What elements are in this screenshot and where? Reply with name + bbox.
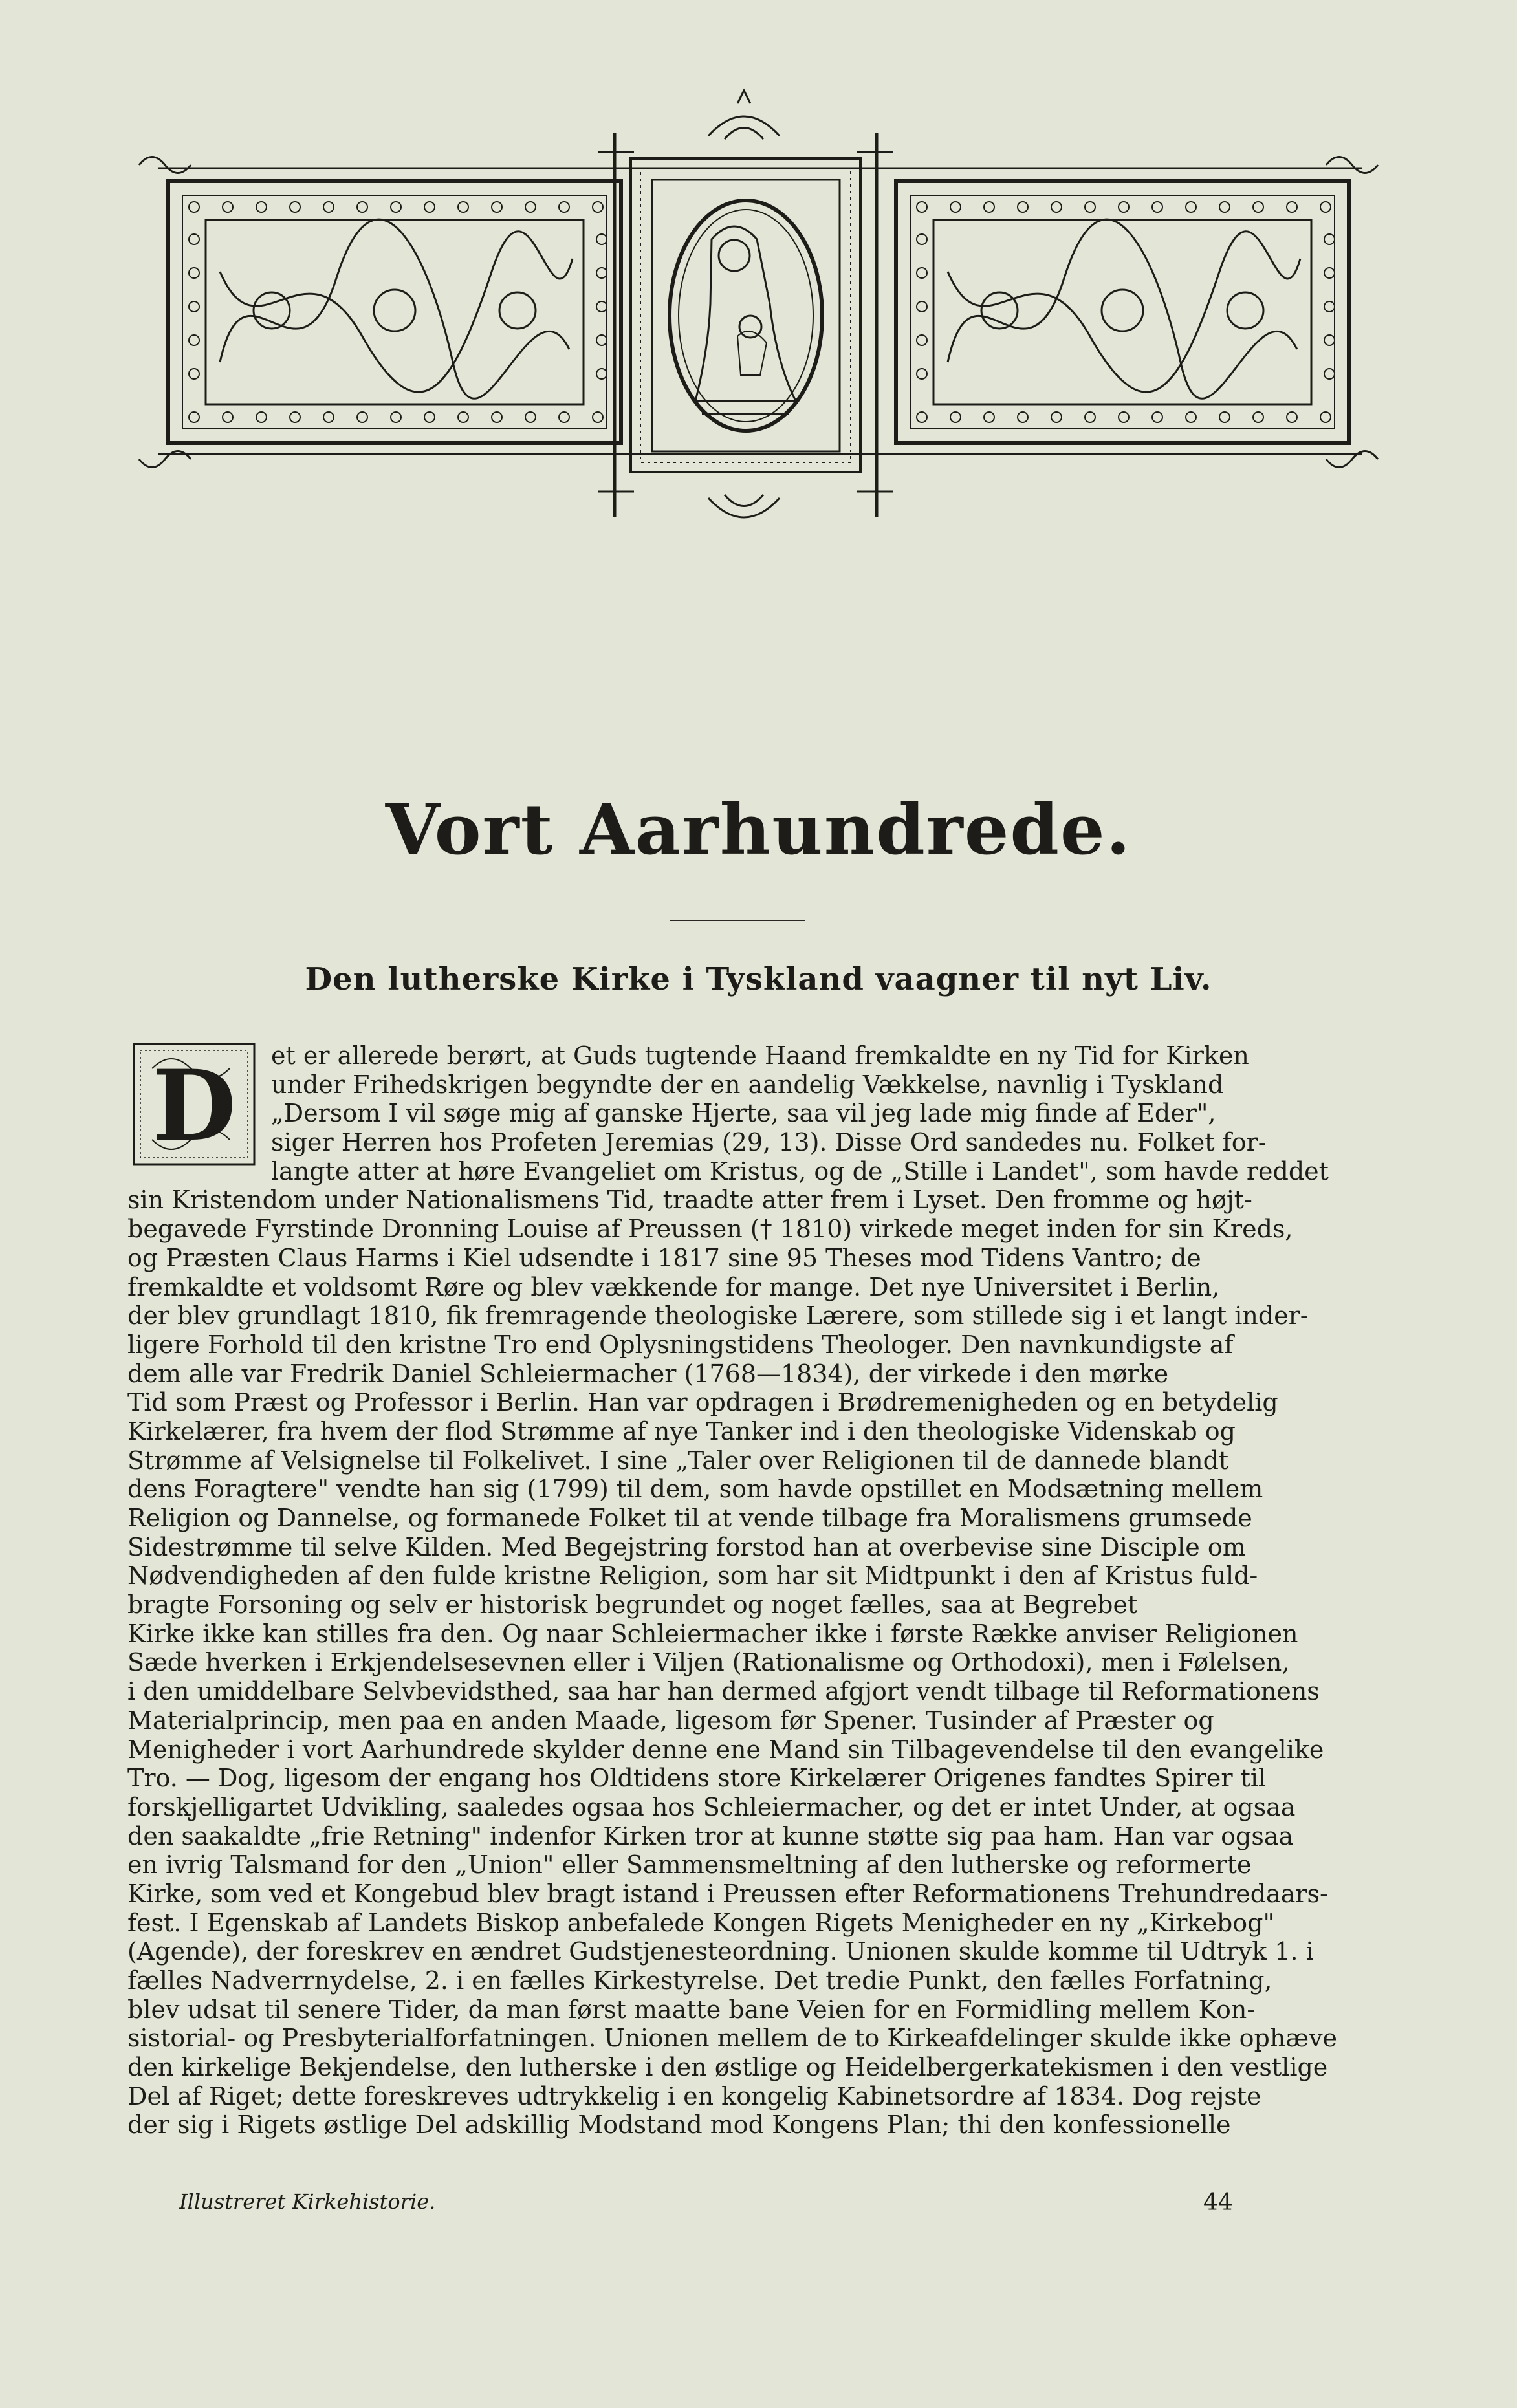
- text-line: Kirke, som ved et Kongebud blev bragt istand i Preussen efter Reformationens Trehundredaars-: [127, 1879, 1328, 1908]
- title-rule: [670, 920, 805, 921]
- section-heading: Den lutherske Kirke i Tyskland vaagner til nyt Liv.: [305, 961, 1212, 997]
- text-line: den kirkelige Bekjendelse, den lutherske i den østlige og Heidelbergerkatekismen i den vestlige: [127, 2053, 1328, 2082]
- text-line: Kirke ikke kan stilles fra den. Og naar Schleiermacher ikke i første Række anviser Religionen: [127, 1619, 1298, 1648]
- text-line: der blev grundlagt 1810, fik fremragende theologiske Lærere, som stillede sig i et langt inder-: [127, 1301, 1309, 1330]
- text-line: Tro. — Dog, ligesom der engang hos Oldtidens store Kirkelærer Origenes fandtes Spirer til: [127, 1764, 1267, 1793]
- text-line: forskjelligartet Udvikling, saaledes ogsaa hos Schleiermacher, og det er intet Under, at ogsaa: [127, 1792, 1296, 1821]
- text-line: begavede Fyrstinde Dronning Louise af Preussen († 1810) virkede meget inden for sin Kreds,: [127, 1215, 1293, 1244]
- text-line: Kirkelærer, fra hvem der flod Strømme af nye Tanker ind i den theologiske Videnskab og: [127, 1416, 1236, 1446]
- text-line: dens Foragtere" vendte han sig (1799) til dem, som havde opstillet en Modsætning mellem: [127, 1475, 1263, 1504]
- drop-cap-letter: D: [151, 1049, 237, 1163]
- body-text: [127, 1041, 1366, 2140]
- text-line: sistorial- og Presbyterialforfatningen. Unionen mellem de to Kirkeafdelinger skulde ikke ophæve: [127, 2024, 1338, 2053]
- text-line: Sæde hverken i Erkjendelsesevnen eller i Viljen (Rationalisme og Orthodoxi), men i Følelsen,: [127, 1648, 1290, 1677]
- text-line: Sidestrømme til selve Kilden. Med Begejstring forstod han at overbevise sine Disciple om: [127, 1532, 1246, 1561]
- text-line: fælles Nadverrnydelse, 2. i en fælles Kirkestyrelse. Det tredie Punkt, den fælles Forfatning,: [127, 1966, 1272, 1995]
- text-line: i den umiddelbare Selvbevidsthed, saa har han dermed afgjort vendt tilbage til Reformationens: [127, 1677, 1320, 1706]
- text-line: Menigheder i vort Aarhundrede skylder denne ene Mand sin Tilbagevendelse til den evangelike: [127, 1735, 1324, 1764]
- text-line: en ivrig Talsmand for den „Union" eller Sammensmeltning af den lutherske og reformerte: [127, 1850, 1252, 1880]
- text-line: den saakaldte „frie Retning" indenfor Kirken tror at kunne støtte sig paa ham. Han var ogsaa: [127, 1821, 1294, 1850]
- text-line: et er allerede berørt, at Guds tugtende Haand fremkaldte en ny Tid for Kirken: [271, 1041, 1249, 1070]
- text-line: Religion og Dannelse, og formanede Folket til at vende tilbage fra Moralismens grumsede: [127, 1504, 1252, 1532]
- text-line: Nødvendigheden af den fulde kristne Religion, som har sit Midtpunkt i den af Kristus fuld-: [127, 1561, 1258, 1590]
- text-line: under Frihedskrigen begyndte der en aandelig Vækkelse, navnlig i Tyskland: [271, 1070, 1224, 1099]
- text-line: sin Kristendom under Nationalismens Tid, traadte atter frem i Lyset. Den fromme og højt-: [127, 1186, 1252, 1215]
- text-line: langte atter at høre Evangeliet om Kristus, og de „Stille i Landet", som havde reddet: [271, 1156, 1329, 1186]
- text-line: dem alle var Fredrik Daniel Schleiermacher (1768—1834), der virkede i den mørke: [127, 1359, 1169, 1388]
- text-line: Strømme af Velsignelse til Folkelivet. I sine „Taler over Religionen til de dannede blandt: [127, 1446, 1229, 1475]
- text-line: (Agende), der foreskrev en ændret Gudstjenesteordning. Unionen skulde komme til Udtryk 1. i: [127, 1937, 1314, 1966]
- text-line: bragte Forsoning og selv er historisk begrundet og noget fælles, saa at Begrebet: [127, 1590, 1138, 1620]
- text-line: fremkaldte et voldsomt Røre og blev vækkende for mange. Det nye Universitet i Berlin,: [127, 1272, 1220, 1301]
- text-line: „Dersom I vil søge mig af ganske Hjerte, saa vil jeg lade mig finde af Eder",: [271, 1099, 1216, 1128]
- page-number: 44: [1203, 2189, 1233, 2216]
- madonna-and-child-headpiece: [0, 0, 1517, 543]
- text-line: blev udsat til senere Tider, da man først maatte bane Veien for en Formidling mellem Kon-: [127, 1995, 1256, 2024]
- running-footer: Illustreret Kirkehistorie.: [179, 2189, 436, 2214]
- text-line: og Præsten Claus Harms i Kiel udsendte i 1817 sine 95 Theses mod Tidens Vantro; de: [127, 1243, 1201, 1272]
- text-line: Tid som Præst og Professor i Berlin. Han var opdragen i Brødremenigheden og en betydelig: [127, 1388, 1278, 1417]
- text-line: der sig i Rigets østlige Del adskillig Modstand mod Kongens Plan; thi den konfessionelle: [127, 2110, 1231, 2140]
- text-line: siger Herren hos Profeten Jeremias (29, 13). Disse Ord sandedes nu. Folket for-: [271, 1128, 1267, 1157]
- text-line: Del af Riget; dette foreskreves udtrykkelig i en kongelig Kabinetsordre af 1834. Dog rejste: [127, 2081, 1261, 2110]
- text-line: fest. I Egenskab af Landets Biskop anbefalede Kongen Rigets Menigheder en ny „Kirkebog": [127, 1908, 1274, 1937]
- text-line: ligere Forhold til den kristne Tro end Oplysningstidens Theologer. Den navnkundigste af: [127, 1330, 1234, 1359]
- page-title: Vort Aarhundrede.: [385, 789, 1132, 871]
- text-line: Materialprincip, men paa en anden Maade, ligesom før Spener. Tusinder af Præster og: [127, 1706, 1214, 1735]
